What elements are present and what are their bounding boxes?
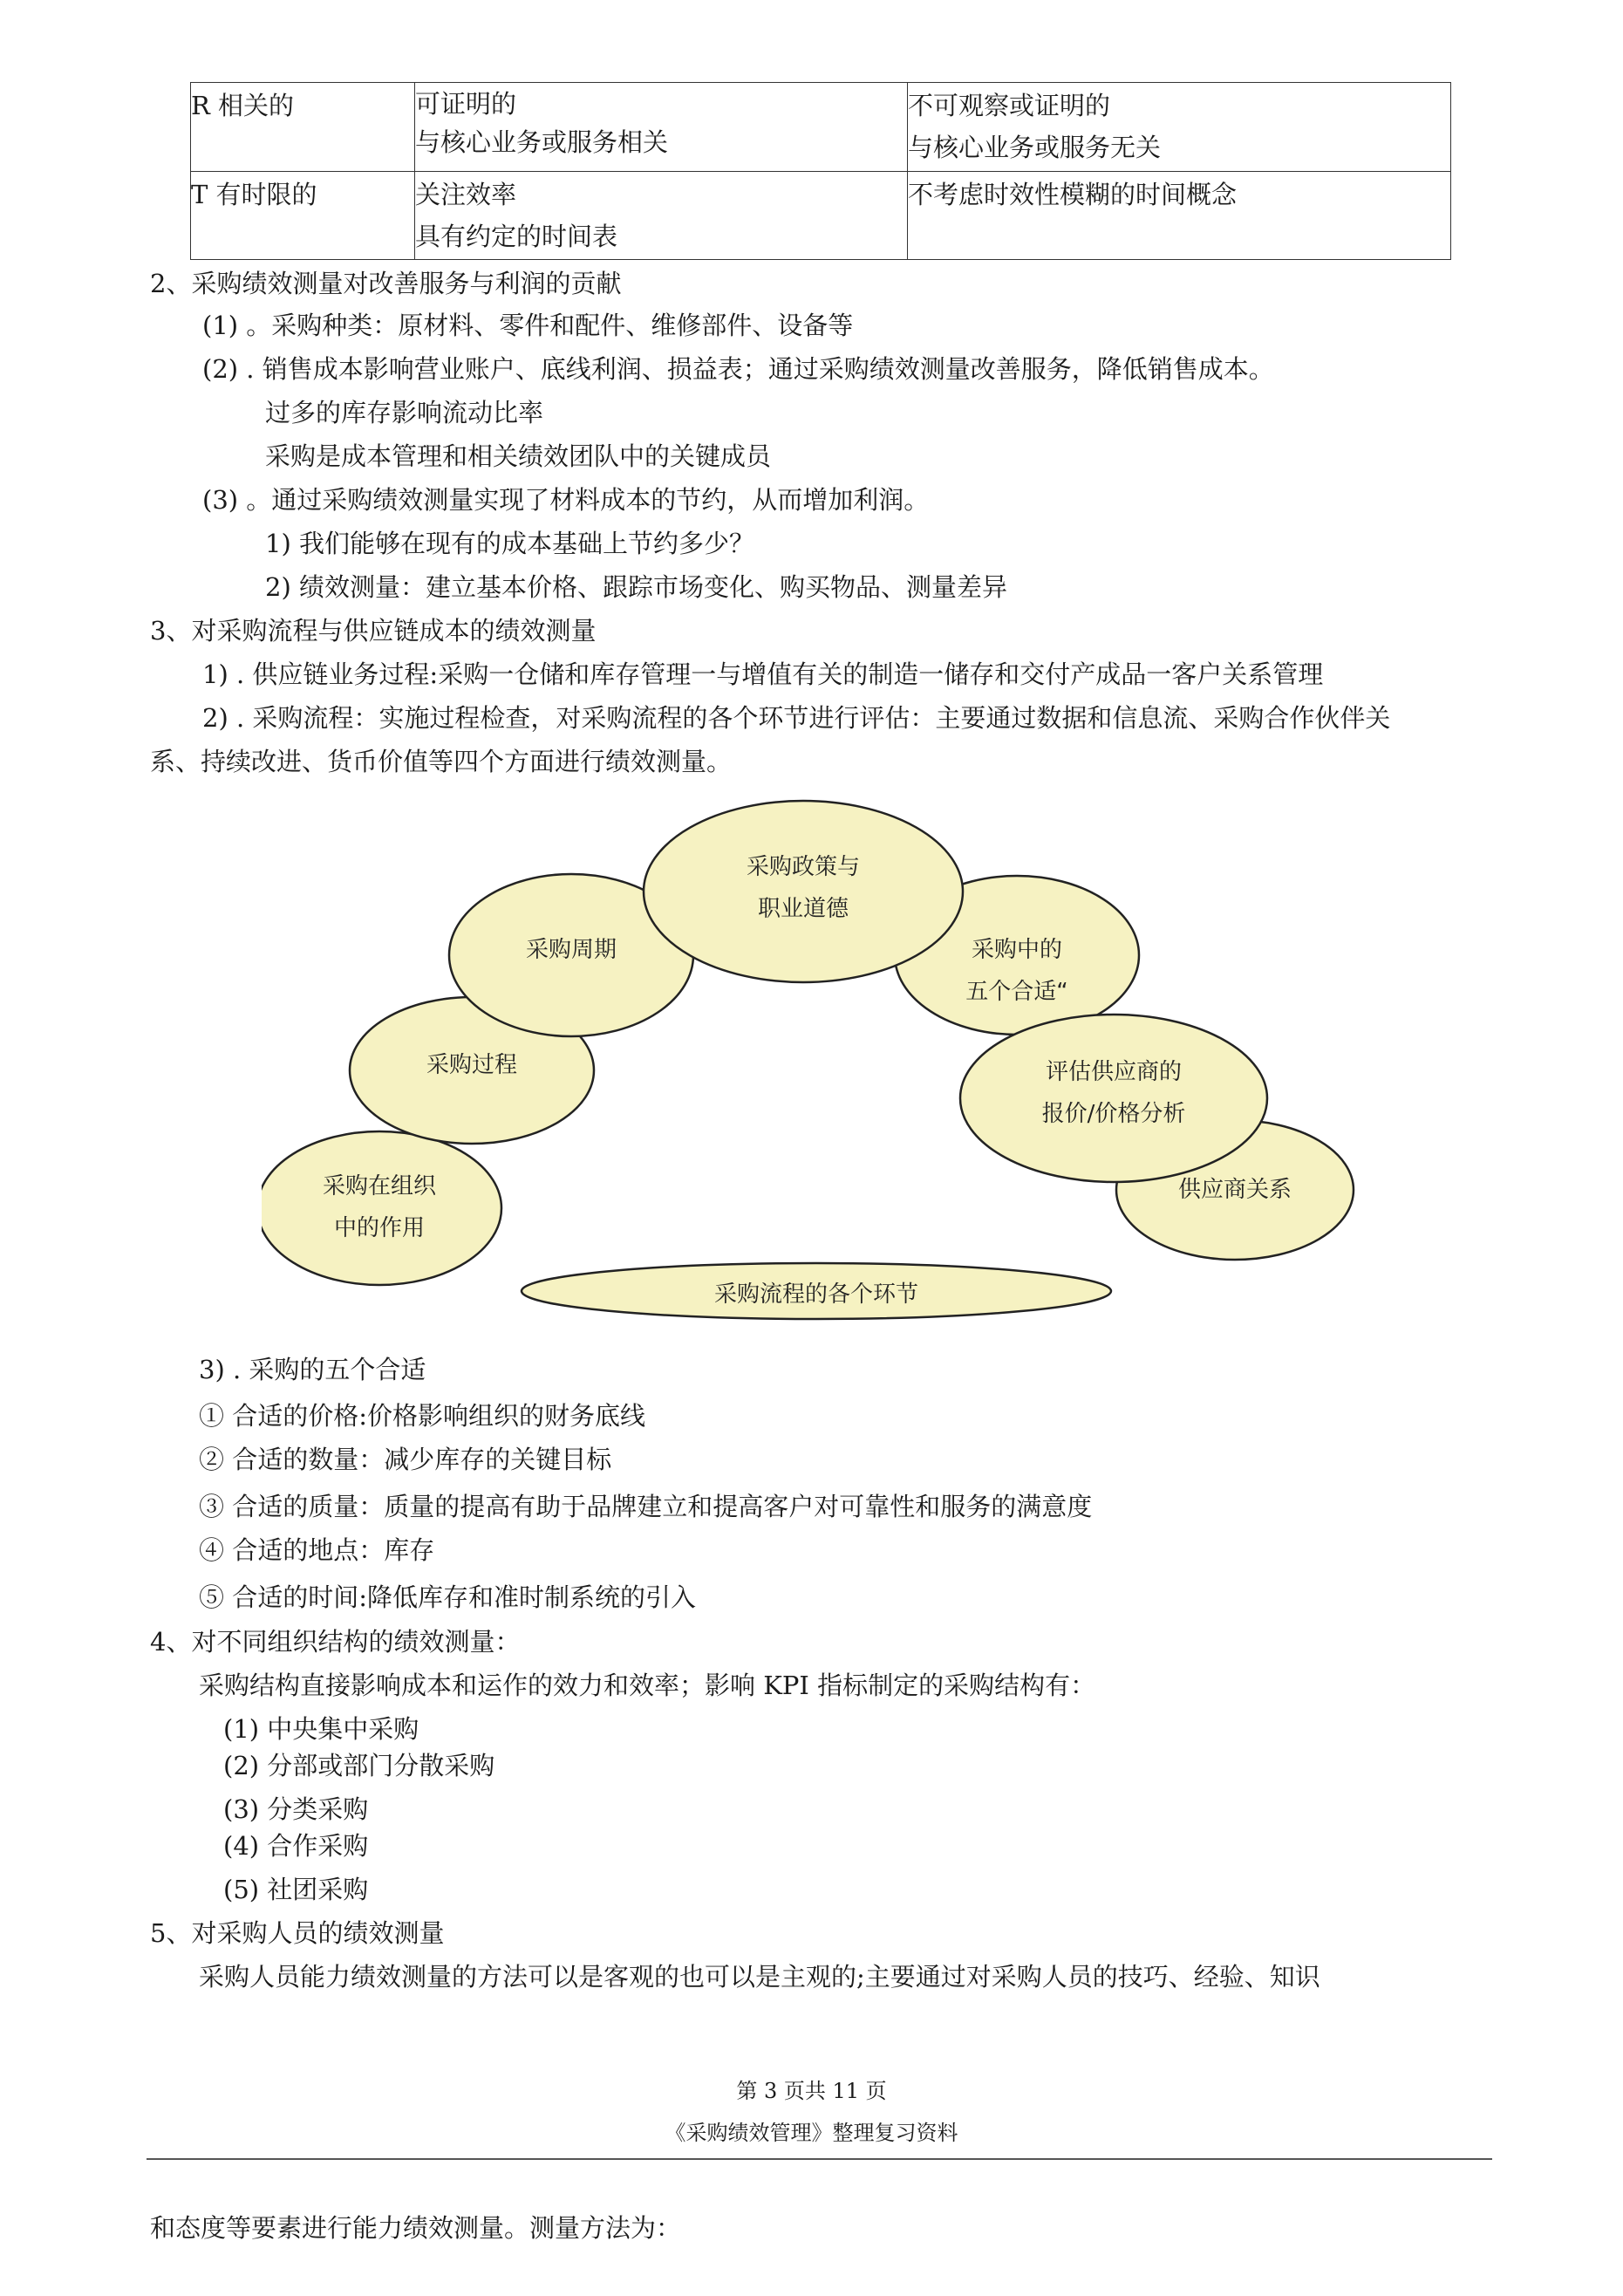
- list-item: (3) 分类采购: [223, 1794, 369, 1824]
- paragraph-line: 1) . 供应链业务过程:采购一仓储和库存管理一与增值有关的制造一储存和交付产成品一客户关系管理: [202, 659, 1324, 689]
- paragraph-line: 过多的库存影响流动比率: [265, 398, 544, 427]
- paragraph-line: (1) 。采购种类：原材料、零件和配件、维修部件、设备等: [202, 311, 854, 340]
- section-heading: 3、对采购流程与供应链成本的绩效测量: [150, 616, 597, 646]
- table-row: [191, 172, 1451, 260]
- diagram-label-policy: 采购政策与 职业道德: [746, 854, 860, 922]
- list-item: ② 合适的数量：减少库存的关键目标: [199, 1445, 612, 1474]
- paragraph-line: 采购人员能力绩效测量的方法可以是客观的也可以是主观的;主要通过对采购人员的技巧、经验、知识: [199, 1962, 1320, 1992]
- smart-criteria-table: [190, 82, 1451, 260]
- diagram-label-cycle: 采购周期: [525, 937, 617, 963]
- list-item: (2) 分部或部门分散采购: [223, 1751, 495, 1780]
- criterion-cell: T 有时限的: [191, 172, 415, 260]
- section-heading: 2、采购绩效测量对改善服务与利润的贡献: [150, 269, 622, 298]
- paragraph-line: 1) 我们能够在现有的成本基础上节约多少？: [265, 529, 754, 558]
- diagram-label-process: 采购过程: [426, 1052, 517, 1078]
- diagram-label-role: 采购在组织 中的作用: [322, 1173, 436, 1241]
- table-row: [191, 83, 1451, 172]
- document-title: 《采购绩效管理》整理复习资料: [665, 2121, 958, 2145]
- paragraph-line: 2) . 采购流程：实施过程检查，对采购流程的各个环节进行评估：主要通过数据和信息流、采购合作伙伴关: [202, 703, 1391, 733]
- diagram-label-evaluate: 评估供应商的 报价/价格分析: [1041, 1059, 1186, 1127]
- paragraph-line: 2) 绩效测量：建立基本价格、跟踪市场变化、购买物品、测量差异: [265, 572, 1007, 602]
- paragraph-line: 采购结构直接影响成本和运作的效力和效率；影响 KPI 指标制定的采购结构有：: [199, 1671, 1096, 1700]
- footer-divider: [147, 2158, 1492, 2160]
- good-cell: 关注效率 具有约定的时间表: [415, 172, 908, 260]
- list-item: ③ 合适的质量：质量的提高有助于品牌建立和提高客户对可靠性和服务的满意度: [199, 1492, 1093, 1521]
- good-cell: 可证明的 与核心业务或服务相关: [415, 83, 908, 172]
- bad-cell: 不考虑时效性模糊的时间概念: [908, 172, 1451, 260]
- purchasing-process-diagram: [262, 798, 1387, 1322]
- list-item: ④ 合适的地点：库存: [199, 1535, 435, 1565]
- section-heading: 4、对不同组织结构的绩效测量：: [150, 1627, 521, 1657]
- paragraph-line: (3) 。通过采购绩效测量实现了材料成本的节约，从而增加利润。: [202, 485, 930, 515]
- paragraph-line: 采购是成本管理和相关绩效团队中的关键成员: [265, 441, 772, 471]
- diagram-label-base: 采购流程的各个环节: [713, 1281, 918, 1308]
- diagram-label-five-right: 采购中的 五个合适“: [965, 937, 1068, 1005]
- paragraph-line: 系、持续改进、货币价值等四个方面进行绩效测量。: [150, 747, 733, 776]
- list-item: (5) 社团采购: [223, 1875, 369, 1904]
- criterion-cell: R 相关的: [191, 83, 415, 172]
- list-item: ⑤ 合适的时间:降低库存和准时制系统的引入: [199, 1582, 696, 1612]
- bad-cell: 不可观察或证明的 与核心业务或服务无关: [908, 83, 1451, 172]
- page-number: 第 3 页共 11 页: [736, 2079, 887, 2103]
- paragraph-line: 3) . 采购的五个合适: [199, 1355, 426, 1384]
- paragraph-line: 和态度等要素进行能力绩效测量。测量方法为：: [150, 2213, 682, 2243]
- list-item: (1) 中央集中采购: [223, 1714, 419, 1744]
- diagram-label-supplier: 供应商关系: [1177, 1177, 1292, 1203]
- list-item: (4) 合作采购: [223, 1831, 369, 1861]
- paragraph-line: (2) . 销售成本影响营业账户、底线利润、损益表；通过采购绩效测量改善服务，降低销售成本。: [202, 354, 1274, 384]
- list-item: ① 合适的价格:价格影响组织的财务底线: [199, 1401, 645, 1431]
- section-heading: 5、对采购人员的绩效测量: [150, 1918, 445, 1948]
